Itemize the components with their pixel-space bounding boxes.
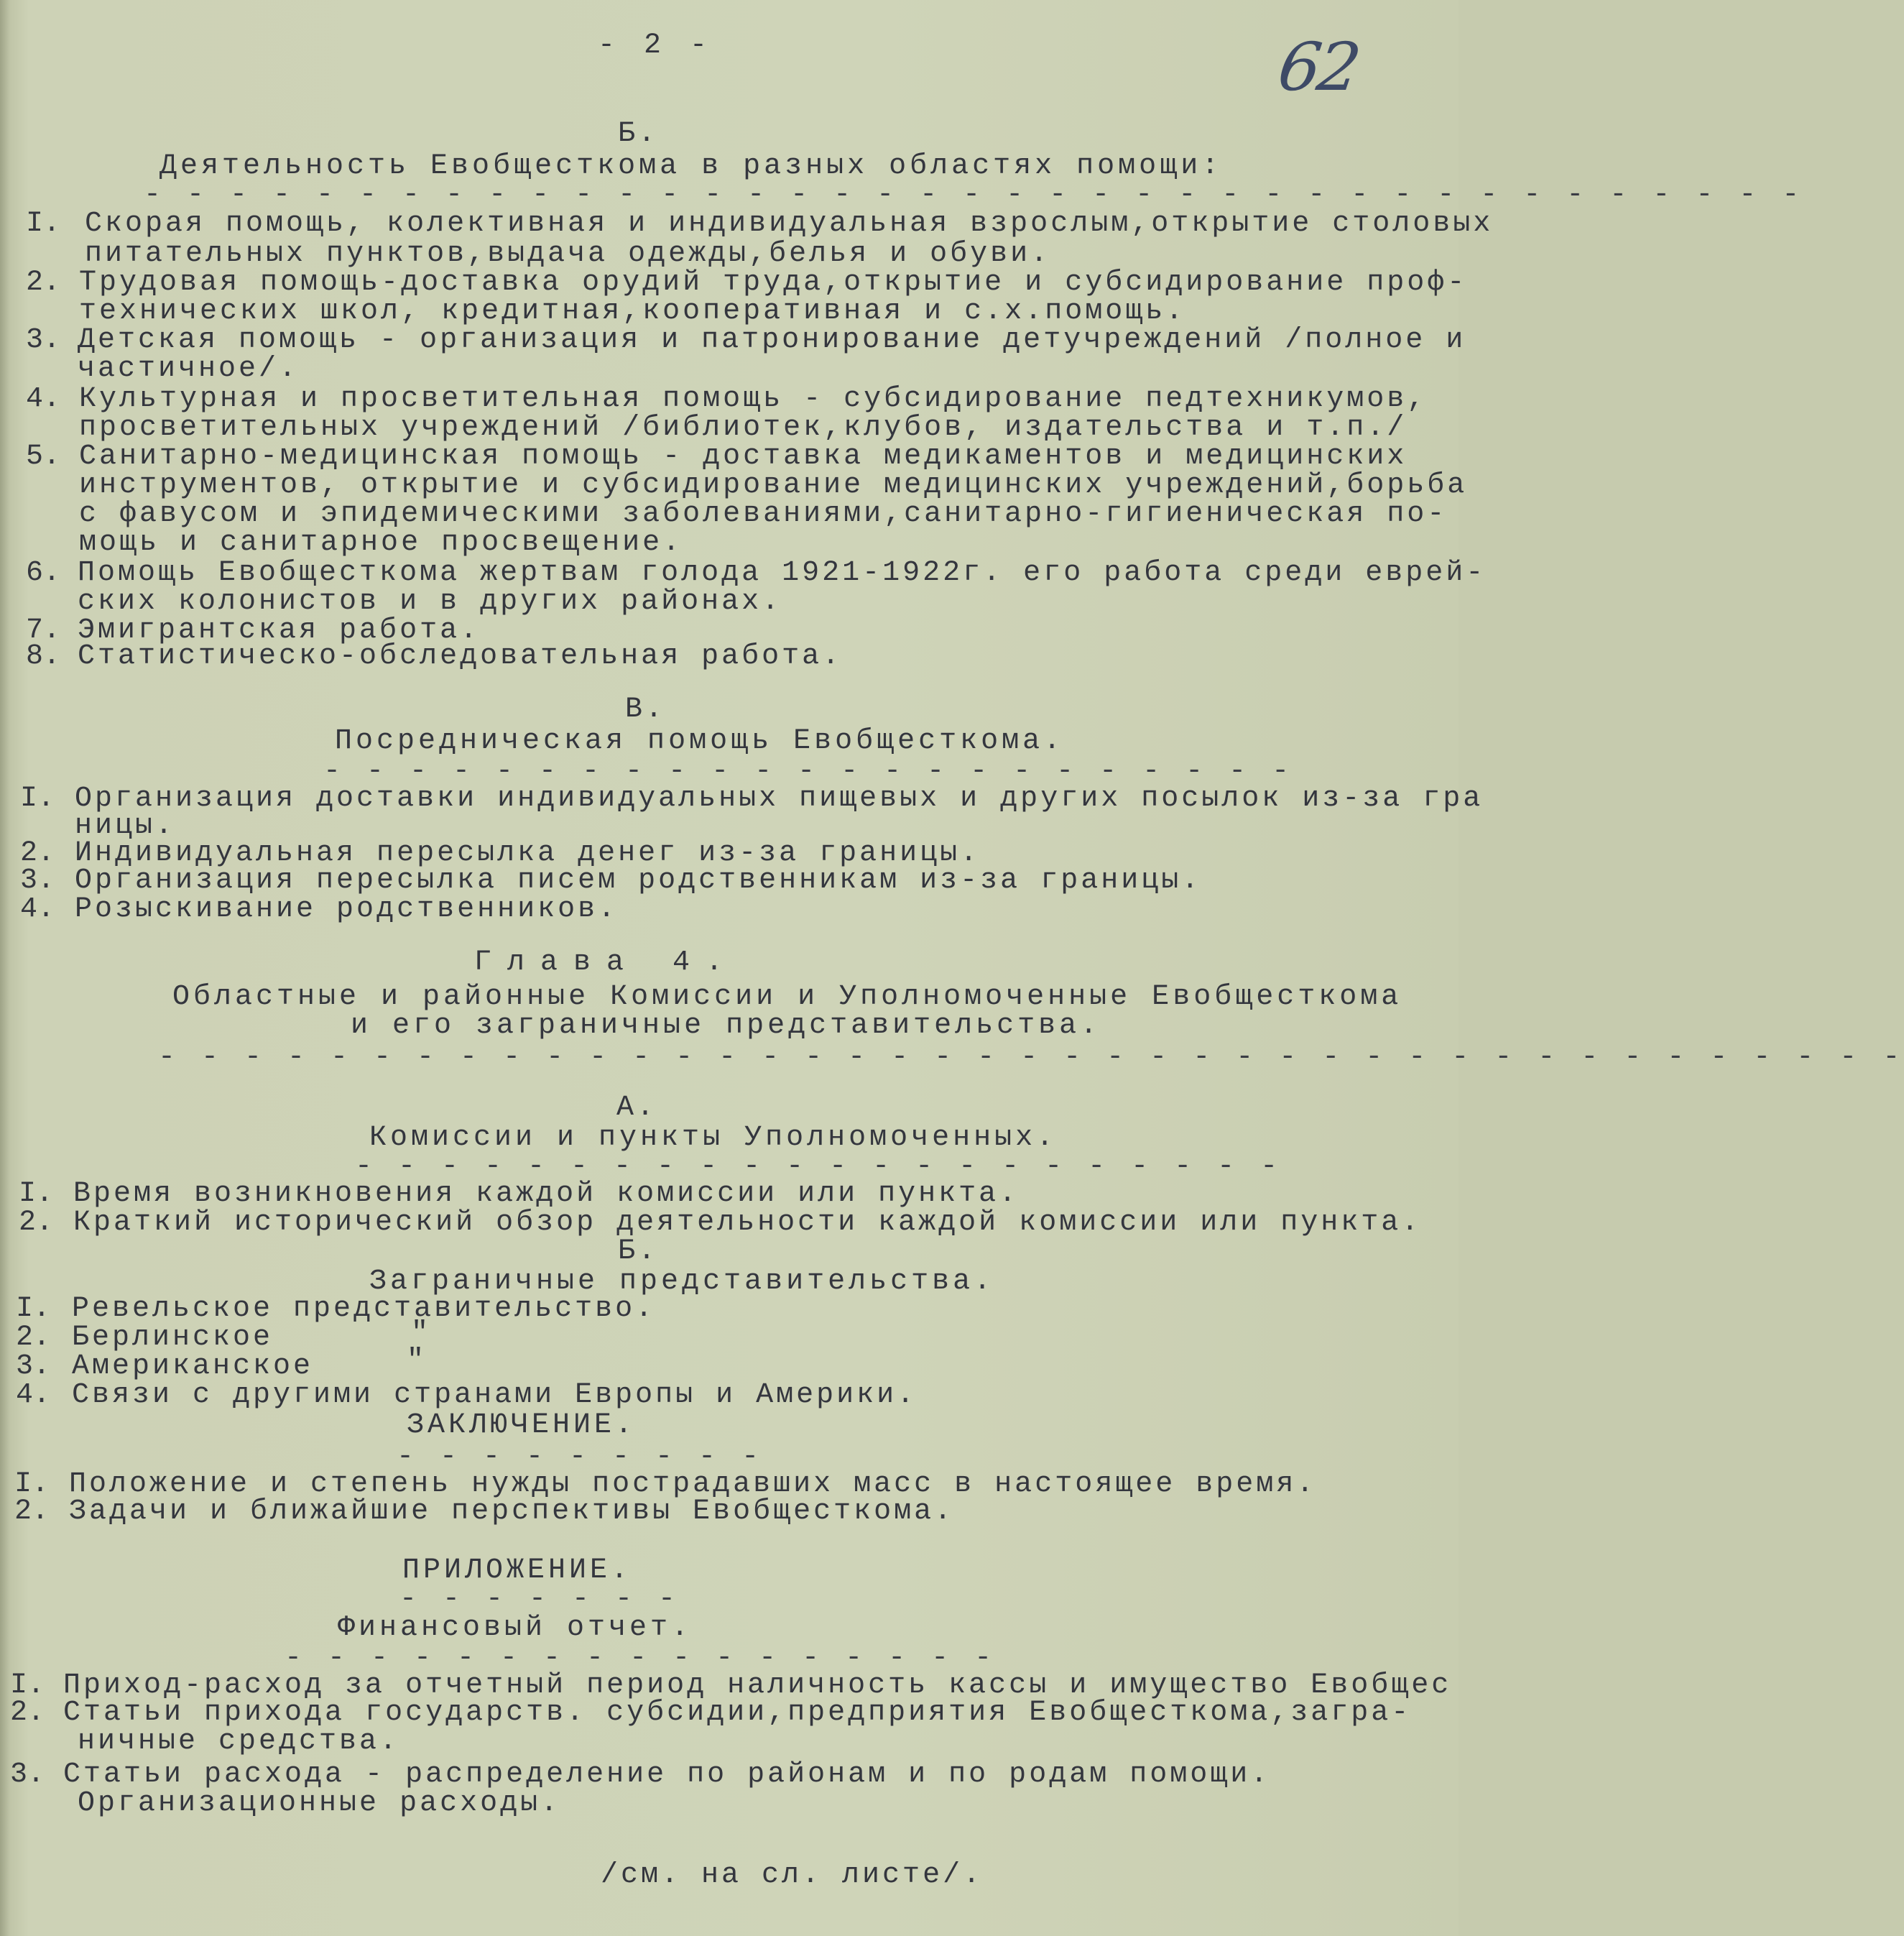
section-b-item-6-line-1: Помощь Евобщесткома жертвам голода 1921-1922г. его работа среди еврей-: [78, 557, 1487, 589]
section-v-item-2-number: 2.: [20, 837, 55, 870]
section-v-item-1-line-1: Организация доставки индивидуальных пищевых и других посылок из-за гра: [75, 783, 1484, 815]
section-b-item-8-number: 8.: [26, 640, 61, 673]
section-b2-item-2-number: 2.: [16, 1322, 51, 1354]
conclusion-item-1-line-1: Положение и степень нужды пострадавших масс в настоящее время.: [69, 1468, 1317, 1501]
section-v-item-2-line-1: Индивидуальная пересылка денег из-за границы.: [75, 837, 981, 870]
chapter-4-label: Глава 4.: [474, 946, 739, 979]
appendix-title: ПРИЛОЖЕНИЕ.: [402, 1554, 632, 1587]
section-b-item-1-number: I.: [26, 208, 61, 240]
appendix-item-2-line-2: ничные средства.: [78, 1725, 400, 1758]
section-b2-item-4-number: 4.: [16, 1379, 51, 1411]
section-v-item-4-number: 4.: [20, 893, 55, 926]
section-b-item-5-line-1: Санитарно-медицинская помощь - доставка медикаментов и медицинских: [79, 441, 1408, 473]
page-number: - 2 -: [598, 29, 713, 62]
section-b-item-8-line-1: Статистическо-обследовательная работа.: [78, 640, 843, 673]
folio-handwritten-number: 62: [1273, 29, 1363, 106]
section-b-item-6-number: 6.: [26, 557, 61, 589]
section-a-item-1-line-1: Время возникновения каждой комиссии или пункта.: [73, 1178, 1020, 1210]
section-b2-letter: Б.: [618, 1235, 659, 1268]
chapter-4-title-line-2: и его заграничные представительства.: [351, 1010, 1101, 1042]
section-b2-title: Заграничные представительства.: [369, 1266, 995, 1298]
continued-note: /см. на сл. листе/.: [601, 1859, 984, 1891]
section-b-item-4-line-2: просветительных учреждений /библиотек,клубов, издательства и т.п./: [79, 412, 1408, 444]
section-a-item-1-number: I.: [19, 1178, 54, 1210]
appendix-item-3-line-1: Статьи расхода - распределение по районам и по родам помощи.: [63, 1758, 1271, 1791]
appendix-item-1-line-1: Приход-расход за отчетный период наличность кассы и имущество Евобщес: [63, 1669, 1452, 1702]
appendix-item-3-number: 3.: [10, 1758, 45, 1791]
appendix-item-1-number: I.: [10, 1669, 45, 1702]
appendix-item-2-line-1: Статьи прихода государств. субсидии,предприятия Евобщесткома,загра-: [63, 1697, 1412, 1729]
section-a-title: Комиссии и пункты Уполномоченных.: [369, 1122, 1058, 1154]
conclusion-item-2-number: 2.: [14, 1495, 50, 1528]
section-b-underline: - - - - - - - - - - - - - - - - - - - - - - - - - - - - - - - - - - - - - - -: [144, 179, 1804, 211]
section-v-title: Посредническая помощь Евобщесткома.: [335, 725, 1065, 757]
page-binding-edge: [0, 0, 10, 1936]
section-b2-item-3-number: 3.: [16, 1350, 51, 1383]
chapter-4-underline: - - - - - - - - - - - - - - - - - - - - - - - - - - - - - - - - - - - - - - - - -: [158, 1041, 1904, 1074]
appendix-item-3-line-2: Организационные расходы.: [78, 1787, 561, 1820]
appendix-subtitle: Финансовый отчет.: [338, 1612, 693, 1644]
section-b-item-3-line-1: Детская помощь - организация и патронирование детучреждений /полное и: [78, 324, 1466, 356]
section-b-item-2-line-1: Трудовая помощь-доставка орудий труда,открытие и субсидирование проф-: [79, 267, 1468, 299]
section-b-title: Деятельность Евобщесткома в разных областях помощи:: [160, 150, 1223, 183]
section-b2-item-3-ditto-mark: ": [407, 1345, 428, 1377]
section-b-item-4-number: 4.: [26, 383, 61, 415]
section-b-item-1-line-2: питательных пунктов,выдача одежды,белья и обуви.: [85, 238, 1051, 270]
section-a-underline: - - - - - - - - - - - - - - - - - - - - - -: [355, 1151, 1283, 1183]
section-b2-item-1-line-1: Ревельское представительство.: [72, 1293, 656, 1325]
section-b-item-2-number: 2.: [26, 267, 61, 299]
section-b-letter: Б.: [618, 118, 659, 150]
section-b2-item-4-line-1: Связи с другими странами Европы и Америки.: [72, 1379, 918, 1411]
section-b2-item-2-line-1: Берлинское: [72, 1322, 274, 1354]
section-b-item-3-line-2: частичное/.: [78, 353, 300, 385]
section-b2-item-3-line-1: Американское: [72, 1350, 314, 1383]
section-v-underline: - - - - - - - - - - - - - - - - - - - - - - -: [323, 755, 1294, 788]
appendix-underline: - - - - - - -: [399, 1583, 680, 1615]
section-b-item-3-number: 3.: [26, 324, 61, 356]
section-b-item-5-line-4: мощь и санитарное просвещение.: [79, 527, 683, 559]
section-b-item-5-number: 5.: [26, 441, 61, 473]
conclusion-title: ЗАКЛЮЧЕНИЕ.: [407, 1409, 637, 1442]
section-b-item-5-line-3: с фавусом и эпидемическими заболеваниями,санитарно-гигиеническая по-: [79, 498, 1448, 530]
section-b-item-7-line-1: Эмигрантская работа.: [78, 614, 481, 647]
section-a-item-2-line-1: Краткий исторический обзор деятельности каждой комиссии или пункта.: [73, 1207, 1422, 1239]
section-b-item-6-line-2: ских колонистов и в других районах.: [78, 586, 782, 618]
chapter-4-title-line-1: Областные и районные Комиссии и Уполномоченные Евобщесткома: [172, 981, 1402, 1013]
section-b-item-4-line-1: Культурная и просветительная помощь - субсидирование педтехникумов,: [79, 383, 1428, 415]
section-v-letter: В.: [625, 693, 666, 726]
section-a-letter: А.: [616, 1092, 657, 1124]
section-v-item-3-number: 3.: [20, 865, 55, 897]
section-b-item-1-line-1: Скорая помощь, колективная и индивидуальная взрослым,открытие столовых: [85, 208, 1494, 240]
section-b2-item-2-ditto-mark: ": [411, 1317, 432, 1350]
section-v-item-1-line-2: ницы.: [75, 810, 176, 842]
conclusion-underline: - - - - - - - - -: [397, 1441, 764, 1473]
section-v-item-3-line-1: Организация пересылка писем родственникам из-за границы.: [75, 865, 1202, 897]
appendix-subtitle-underline: - - - - - - - - - - - - - - - - -: [285, 1642, 997, 1674]
section-b-item-7-number: 7.: [26, 614, 61, 647]
section-b2-item-1-number: I.: [16, 1293, 51, 1325]
conclusion-item-1-number: I.: [14, 1468, 50, 1501]
appendix-item-2-number: 2.: [10, 1697, 45, 1729]
section-b-item-5-line-2: инструментов, открытие и субсидирование медицинских учреждений,борьба: [79, 469, 1468, 502]
section-a-item-2-number: 2.: [19, 1207, 54, 1239]
section-v-item-4-line-1: Розыскивание родственников.: [75, 893, 619, 926]
conclusion-item-2-line-1: Задачи и ближайшие перспективы Евобщесткома.: [69, 1495, 955, 1528]
section-v-item-1-number: I.: [20, 783, 55, 815]
section-b-item-2-line-2: технических школ, кредитная,кооперативная и с.х.помощь.: [79, 295, 1186, 328]
